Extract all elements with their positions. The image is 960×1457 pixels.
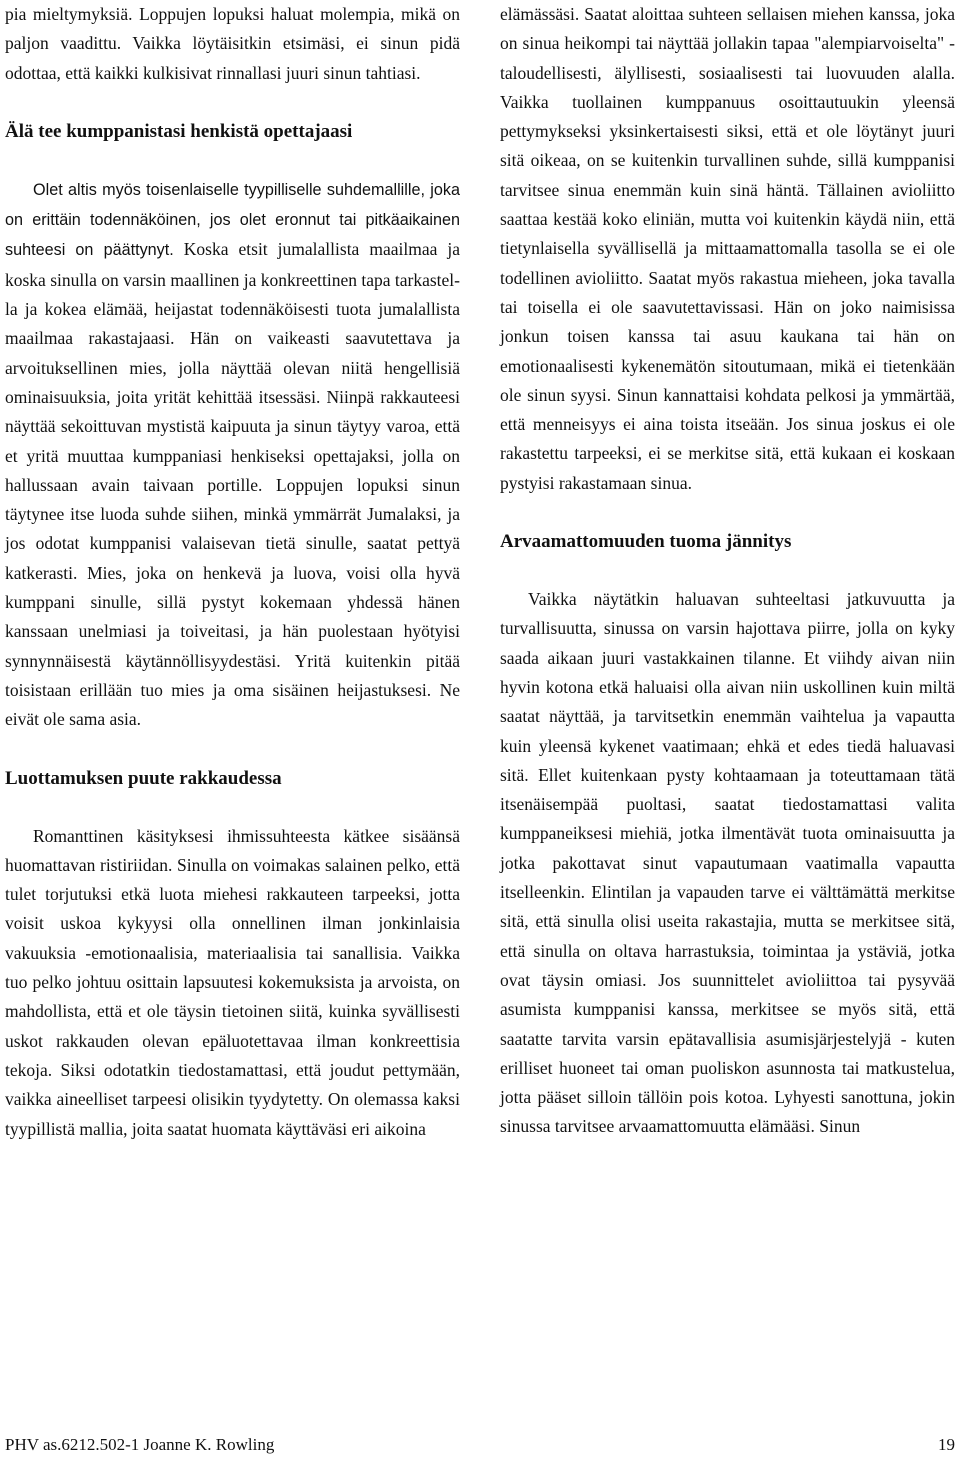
footer-document-info: PHV as.6212.502-1 Joanne K. Rowling bbox=[5, 1435, 275, 1454]
trust-paragraph: Romanttinen käsityksesi ihmissuhteesta kätkee sisäänsä huomattavan ristiriidan. Sinulla on voimakas salainen pelko, että tulet torjutuksi etkä luota miehesi rakkauteen tarpeeksi, jotta voisit uskoa kykyysi olla onnellinen ilman jonkinlaisia vakuuksia -emotionaalisia, materiaalisia tai sanallisia. Vaikka tuo pelko johtuu osittain lapsuutesi kokemuksista ja arvoista, on mahdollista, että et ole täysin tietoinen siitä, kuinka syvällisesti uskot rakkauden olevan epäluotettavaa ilman konkreettisia tekoja. Siksi odotatkin tiedostamattasi, että joudut pettymään, vaikka aineelliset tarpeesi olisikin tyydytetty. On olemassa kaksi tyypillistä mallia, joita saatat huomata käyttäväsi eri aikoina bbox=[5, 825, 460, 1139]
right-continuation-paragraph: elämässäsi. Saatat aloittaa suhteen sellaisen miehen kanssa, joka on sinua heikompi tai näyttää jollakin tapaa "alempiarvoiselta" - taloudellisesti, älyllisesti, sosiaalisesti tai luovuuden alalla. Vaikka tuollainen kumppanuus osoittautuukin yleensä pettymykseksi yksinkertaisesti siksi, että et ole löytänyt juuri sitä oikeaa, on se kuitenkin turvallinen suhde, sillä kumppanisi tarvitsee sinua enemmän kuin sinä häntä. Tällainen avioliitto saattaa kestää koko eliniän, mutta voi kuitenkin käydä niin, että tietynlaisella syvällisellä ja mittaamattomalla tasolla se ei ole todellinen avioliitto. Saatat myös rakastua mieheen, joka tavalla tai toisella ei ole saavutettavissasi. Hän on joko naimisissa jonkun toisen kanssa tai asuu kaukana tai hän on emotionaalisesti kykenemätön sitoutumaan, mikä ei tietenkään ole sinun syysi. Sinun kannattaisi kohdata pelkosi ja ymmärtää, että menneisyys ei aina toista itseään. Jos sinua joskus ei ole rakastettu tarpeeksi, ei se merkitse sitä, että kukaan ei koskaan pystyisi rakastamaan sinua. bbox=[500, 4, 955, 493]
heading-trust: Luottamuksen puute rakkaudessa bbox=[5, 767, 282, 789]
page-footer bbox=[5, 1434, 955, 1456]
teacher-paragraph-rest: Koska etsit jumalallista maailmaa ja koska sinulla on varsin maallinen ja konkreettinen tapa tarkastella ja kokea elämää, heijastat todennäköisesti tuota jumalallista maailmaa rakastajaasi. Hän on vaikeasti saavutettava ja arvoituksellinen mies, jolla näyttää olevan niitä hengellisiä ominaisuuksia, joita yrität kehittää itsessäsi. Niinpä rakkauteesi näyttää sekoittuvan mystistä kaipuuta ja sinun täytyy varoa, että et yritä muuttaa kumppaniasi henkiseksi opettajaksi, jolla on hallussaan avain taivaan portille. Loppujen lopuksi sinun täytynee itse luoda suhde siihen, minkä ymmärrät Jumalaksi, ja jos odotat kumppanisi valaisevan tietä sinulle, saatat pettyä katkerasti. Mies, joka on henkevä ja luova, voisi olla hyvä kumppani sinulle, sillä pystyt kokemaan yhdessä hänen kanssaan unelmiasi ja toiveitasi, ja hän puolestaan hyötyisi synnynnäisestä käytännöllisyydestäsi. Yritä kuitenkin pitää toisistaan erillään tuo mies ja oma sisäinen heijastuksesi. Ne eivät ole sama asia. bbox=[5, 239, 460, 730]
right-column bbox=[500, 0, 955, 1142]
teacher-paragraph-sans-part: Olet altis myös toisenlaiselle tyypilliselle suhdemallille, joka on erittäin todennäköinen, jos olet eronnut tai pitkäaikainen suhteesi on päättynyt. bbox=[5, 180, 460, 260]
heading-unpredictability: Arvaamattomuuden tuoma jännitys bbox=[500, 531, 792, 553]
teacher-paragraph bbox=[5, 175, 460, 735]
heading-teacher: Älä tee kumppanistasi henkistä opettajaasi bbox=[5, 120, 353, 142]
page-number: 19 bbox=[938, 1435, 955, 1454]
left-continuation-paragraph: pia mieltymyksiä. Loppujen lopuksi haluat molempia, mikä on paljon vaadittu. Vaikka löytäisitkin etsimäsi, ei sinun pidä odottaa, että kaikki kulkisivat rinnallasi juuri sinun tahtiasi. bbox=[5, 4, 460, 83]
unpredictability-paragraph: Vaikka näytätkin haluavan suhteeltasi jatkuvuutta ja turvallisuutta, sinussa on varsin hajottava piirre, jolla on kyky saada aikaan juuri vastakkainen tilanne. Et viihdy aivan niin hyvin kotona etkä haluaisi olla aivan niin uskollinen kuin miltä saatat näyttää, ja tarvitsetkin enemmän vaihtelua ja vapautta kuin yleensä kykenet vaatimaan; ehkä et edes tiedä haluavasi sitä. Ellet kuitenkaan pysty kohtaamaan ja toteuttamaan tätä itsenäisempää puoltasi, saatat tiedostamattasi valita kumppaneiksesi miehiä, jotka ilmentävät tuota ominaisuutta ja jotka pakottavat sinut vapautumaan vaatimalla vapautta itselleenkin. Elintilan ja vapauden tarve ei välttämättä merkitse sitä, että sinulla olisi useita rakastajia, mutta se merkitsee sitä, että sinulla on oltava harrastuksia, toimintaa ja ystäviä, jotka ovat täysin omiasi. Jos suunnittelet avioliittoa tai pysyvää asumista kumppanisi kanssa, merkitsee se myös sitä, että saatatte tarvita varsin epätavallisia asumisjärjestelyjä - kuten erilliset huoneet tai oman puoliskon asunnosta tai matkustelua, jotta pääset silloin tällöin pois kotoa. Lyhyesti sanottuna, jokin sinussa tarvitsee arvaamattomuutta elämääsi. Sinun bbox=[500, 589, 955, 1137]
left-column bbox=[5, 0, 460, 1144]
